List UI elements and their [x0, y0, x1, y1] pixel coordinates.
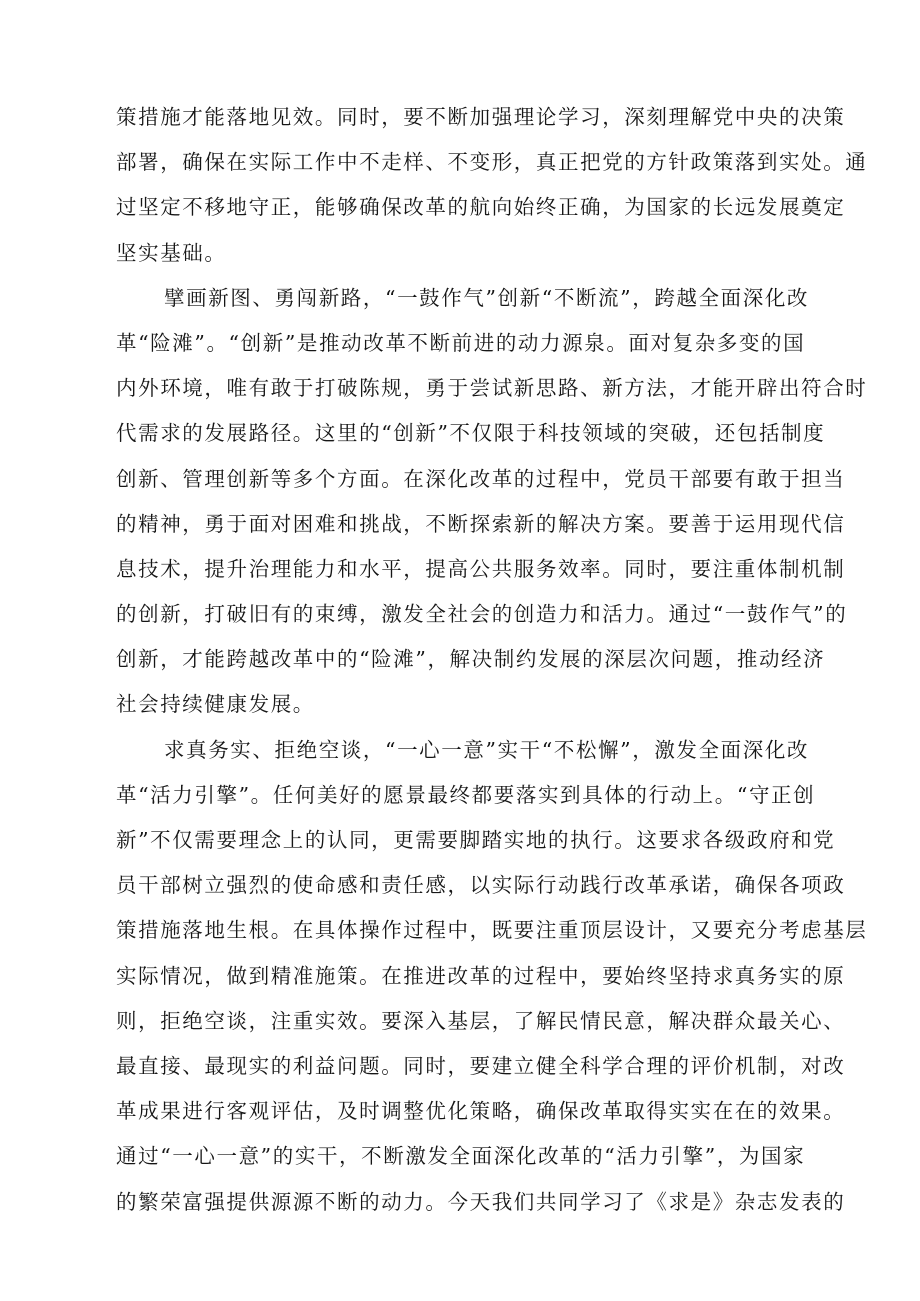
text-line: 的精神，勇于面对困难和挑战，不断探索新的解决方案。要善于运用现代信 [116, 511, 846, 536]
paragraph-1 [116, 95, 868, 276]
text-line: 擘画新图、勇闯新路，“一鼓作气”创新“不断流”，跨越全面深化改 [164, 285, 810, 310]
text-line: 则，拒绝空谈，注重实效。要深入基层，了解民情民意，解决群众最关心、 [116, 1008, 846, 1033]
text-line: 革成果进行客观评估，及时调整优化策略，确保改革取得实实在在的效果。 [116, 1099, 846, 1124]
text-line: 求真务实、拒绝空谈，“一心一意”实干“不松懈”，激发全面深化改 [164, 737, 810, 762]
paragraph-3 [116, 728, 868, 1225]
text-line: 代需求的发展路径。这里的“创新”不仅限于科技领域的突破，还包括制度 [116, 421, 826, 446]
paragraph-2 [116, 276, 868, 728]
document-body [116, 95, 868, 1225]
text-line: 革“险滩”。“创新”是推动改革不断前进的动力源泉。面对复杂多变的国 [116, 330, 806, 355]
text-line: 实际情况，做到精准施策。在推进改革的过程中，要始终坚持求真务实的原 [116, 963, 846, 988]
text-line: 部署，确保在实际工作中不走样、不变形，真正把党的方针政策落到实处。通 [116, 150, 868, 175]
text-line: 创新，才能跨越改革中的“险滩”，解决制约发展的深层次问题，推动经济 [116, 647, 826, 672]
text-line: 创新、管理创新等多个方面。在深化改革的过程中，党员干部要有敢于担当 [116, 466, 846, 491]
text-line: 策措施落地生根。在具体操作过程中，既要注重顶层设计，又要充分考虑基层 [116, 918, 868, 943]
text-line: 坚实基础。 [116, 240, 227, 265]
text-line: 员干部树立强烈的使命感和责任感，以实际行动践行改革承诺，确保各项政 [116, 873, 846, 898]
text-line: 的创新，打破旧有的束缚，激发全社会的创造力和活力。通过“一鼓作气”的 [116, 602, 848, 627]
text-line: 息技术，提升治理能力和水平，提高公共服务效率。同时，要注重体制机制 [116, 556, 846, 581]
text-line: 过坚定不移地守正，能够确保改革的航向始终正确，为国家的长远发展奠定 [116, 195, 846, 220]
text-line: 社会持续健康发展。 [116, 692, 315, 717]
text-line: 策措施才能落地见效。同时，要不断加强理论学习，深刻理解党中央的决策 [116, 105, 846, 129]
text-line: 新”不仅需要理念上的认同，更需要脚踏实地的执行。这要求各级政府和党 [116, 828, 836, 852]
text-line: 通过“一心一意”的实干，不断激发全面深化改革的“活力引擎”，为国家 [116, 1144, 806, 1169]
text-line: 的繁荣富强提供源源不断的动力。今天我们共同学习了《求是》杂志发表的 [116, 1189, 846, 1214]
text-line: 内外环境，唯有敢于打破陈规，勇于尝试新思路、新方法，才能开辟出符合时 [116, 376, 868, 401]
text-line: 革“活力引擎”。任何美好的愿景最终都要落实到具体的行动上。“守正创 [116, 782, 816, 807]
text-line: 最直接、最现实的利益问题。同时，要建立健全科学合理的评价机制，对改 [116, 1053, 846, 1078]
